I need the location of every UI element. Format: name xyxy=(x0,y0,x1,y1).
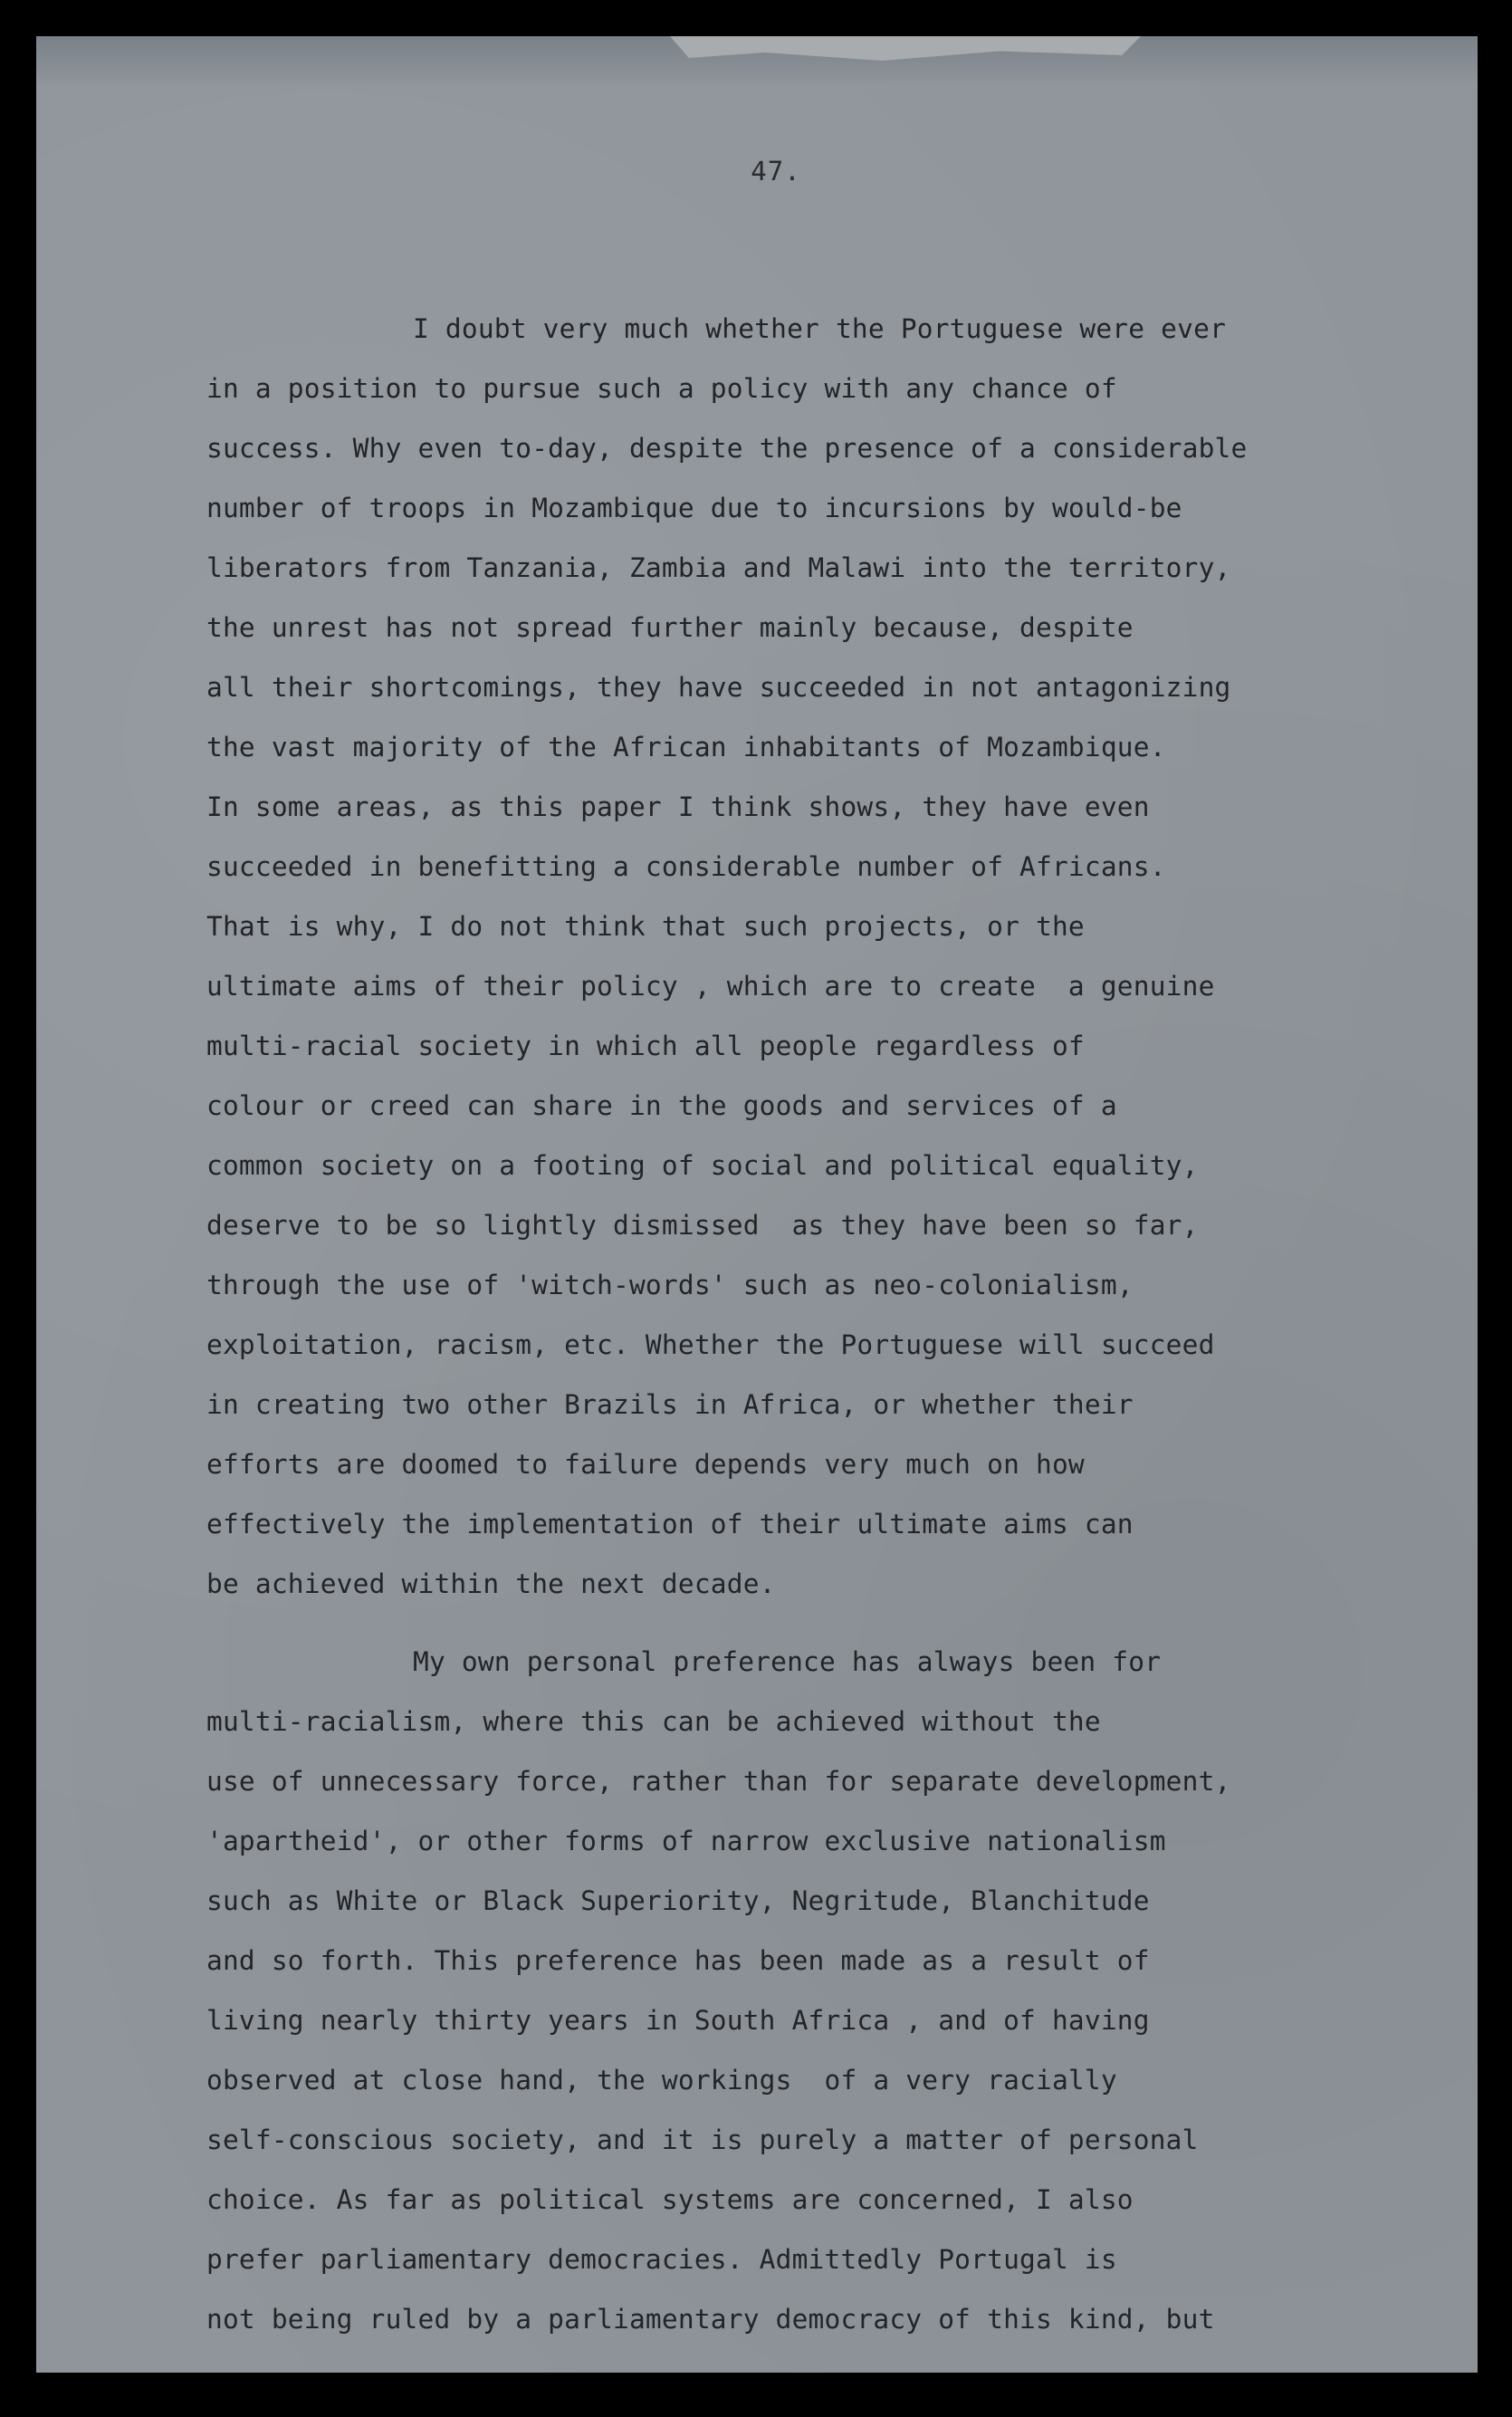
text-line: 'apartheid', or other forms of narrow exclusive nationalism xyxy=(206,1826,1166,1856)
paragraph-1 xyxy=(206,299,1247,1614)
text-line: in creating two other Brazils in Africa, or whether their xyxy=(206,1389,1134,1420)
text-line: observed at close hand, the workings of a very racially xyxy=(206,2065,1117,2096)
text-line: In some areas, as this paper I think shows, they have even xyxy=(206,791,1150,822)
text-line: My own personal preference has always been for xyxy=(413,1646,1162,1677)
text-line: ultimate aims of their policy , which are to create a genuine xyxy=(206,971,1215,1002)
text-line: prefer parliamentary democracies. Admittedly Portugal is xyxy=(206,2244,1117,2275)
text-line: That is why, I do not think that such projects, or the xyxy=(206,911,1085,942)
text-line: I doubt very much whether the Portuguese were ever xyxy=(413,313,1227,344)
text-line: deserve to be so lightly dismissed as they have been so far, xyxy=(206,1210,1199,1241)
text-line: all their shortcomings, they have succeeded in not antagonizing xyxy=(206,672,1231,703)
text-line: not being ruled by a parliamentary democracy of this kind, but xyxy=(206,2304,1215,2335)
text-line: the unrest has not spread further mainly because, despite xyxy=(206,612,1134,643)
page-number: 47. xyxy=(751,156,801,187)
text-line: in a position to pursue such a policy with any chance of xyxy=(206,373,1117,404)
text-line: colour or creed can share in the goods and services of a xyxy=(206,1090,1117,1121)
text-line: number of troops in Mozambique due to incursions by would-be xyxy=(206,493,1182,523)
text-line: common society on a footing of social and political equality, xyxy=(206,1150,1199,1181)
text-line: exploitation, racism, etc. Whether the Portuguese will succeed xyxy=(206,1329,1215,1360)
paragraph-2 xyxy=(206,1632,1231,2349)
text-line: effectively the implementation of their ultimate aims can xyxy=(206,1509,1134,1539)
text-line: success. Why even to-day, despite the presence of a considerable xyxy=(206,433,1248,464)
text-line: use of unnecessary force, rather than for separate development, xyxy=(206,1766,1231,1797)
text-line: multi-racialism, where this can be achieved without the xyxy=(206,1706,1101,1737)
text-line: multi-racial society in which all people regardless of xyxy=(206,1031,1085,1061)
text-line: choice. As far as political systems are concerned, I also xyxy=(206,2184,1134,2215)
text-line: living nearly thirty years in South Africa , and of having xyxy=(206,2005,1150,2036)
text-line: the vast majority of the African inhabitants of Mozambique. xyxy=(206,732,1166,763)
text-line: through the use of 'witch-words' such as neo-colonialism, xyxy=(206,1270,1134,1300)
text-line: succeeded in benefitting a considerable number of Africans. xyxy=(206,851,1166,882)
text-line: and so forth. This preference has been made as a result of xyxy=(206,1945,1150,1976)
text-line: liberators from Tanzania, Zambia and Malawi into the territory, xyxy=(206,552,1231,583)
text-line: such as White or Black Superiority, Negritude, Blanchitude xyxy=(206,1885,1150,1916)
text-line: be achieved within the next decade. xyxy=(206,1568,776,1599)
text-line: efforts are doomed to failure depends very much on how xyxy=(206,1449,1085,1480)
text-line: self-conscious society, and it is purely a matter of personal xyxy=(206,2124,1199,2155)
